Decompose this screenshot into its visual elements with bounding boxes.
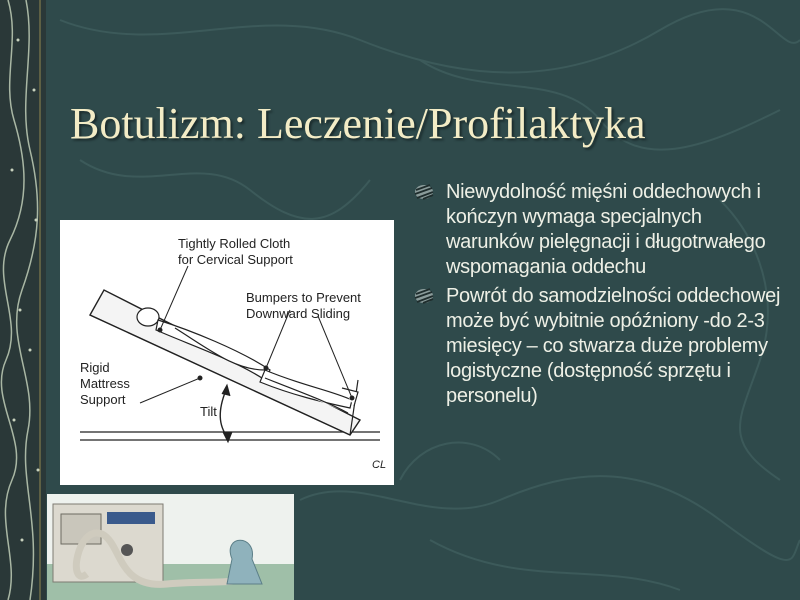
label-rigid: Rigid xyxy=(80,360,110,375)
bullet-text: Powrót do samodzielności oddechowej może być wybitnie opóźniony -do 2-3 miesięcy – co stwarza duże problemy logistyczne (dostępność sprzętu i personelu) xyxy=(446,285,781,407)
label-mattress: Mattress xyxy=(80,376,130,391)
striped-ball-bullet-icon xyxy=(414,288,434,304)
bullet-item xyxy=(414,284,786,409)
striped-ball-bullet-icon xyxy=(414,184,434,200)
label-cloth-line2: for Cervical Support xyxy=(178,252,293,267)
bullet-item xyxy=(414,180,786,280)
slide-title: Botulizm: Leczenie/Profilaktyka xyxy=(70,99,646,148)
label-bumpers-line2: Downward Sliding xyxy=(246,306,351,321)
bullet-text: Niewydolność mięśni oddechowych i kończyn wymaga specjalnych warunków pielęgnacji i długotrwałego wspomagania oddechu xyxy=(446,181,766,278)
label-initials: CL xyxy=(372,459,387,471)
label-tilt: Tilt xyxy=(200,404,217,419)
left-decorative-strip xyxy=(0,0,46,600)
bullet-list xyxy=(414,180,786,413)
patient-positioning-diagram xyxy=(60,220,394,485)
label-support: Support xyxy=(80,392,126,407)
label-cloth-line1: Tightly Rolled Cloth xyxy=(178,236,291,251)
label-bumpers-line1: Bumpers to Prevent xyxy=(246,290,361,305)
ventilator-photo xyxy=(47,494,294,600)
